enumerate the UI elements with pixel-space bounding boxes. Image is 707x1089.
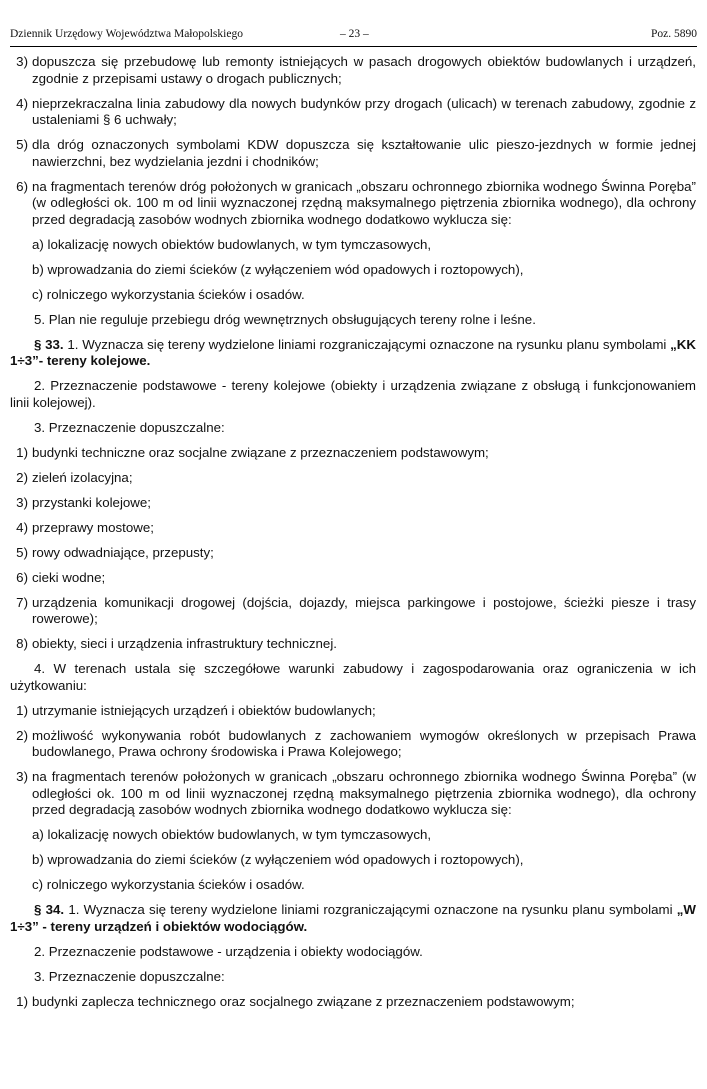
sub-item: a) lokalizację nowych obiektów budowlanych, w tym tymczasowych, bbox=[32, 236, 432, 252]
list-item: 1) budynki techniczne oraz socjalne związane z przeznaczeniem podstawowym; bbox=[16, 444, 489, 460]
list-item: 6) cieki wodne; bbox=[16, 569, 106, 585]
sub-item: b) wprowadzania do ziemi ścieków (z wyłączeniem wód opadowych i roztopowych), bbox=[32, 261, 524, 277]
list-item: 1) utrzymanie istniejących urządzeń i obiektów budowlanych; bbox=[16, 702, 376, 718]
journal-title: Dziennik Urzędowy Województwa Małopolskiego bbox=[10, 28, 243, 40]
list-item: 3) dopuszcza się przebudowę lub remonty istniejących w pasach drogowych obiektów budowlanych i urządzeń, zgodnie z przepisami ustawy o drogach publicznych; bbox=[16, 54, 696, 86]
section-34-heading: § 34. 1. Wyznacza się tereny wydzielone liniami rozgraniczającymi oznaczone na rysunku planu symbolami „W 1÷3” - tereny urządzeń i obiektów wodociągów. bbox=[10, 902, 696, 934]
list-item: 5) rowy odwadniające, przepusty; bbox=[16, 544, 214, 560]
list-item: 3) przystanki kolejowe; bbox=[16, 494, 151, 510]
paragraph: 3. Przeznaczenie dopuszczalne: bbox=[34, 419, 225, 435]
paragraph: 5. Plan nie reguluje przebiegu dróg wewnętrznych obsługujących tereny rolne i leśne. bbox=[34, 311, 536, 327]
paragraph: 3. Przeznaczenie dopuszczalne: bbox=[34, 968, 225, 984]
list-item: 1) budynki zaplecza technicznego oraz socjalnego związane z przeznaczeniem podstawowym; bbox=[16, 993, 575, 1009]
sub-item: c) rolniczego wykorzystania ścieków i osadów. bbox=[32, 877, 305, 892]
page-header bbox=[10, 26, 697, 47]
list-item: 6) na fragmentach terenów dróg położonych w granicach „obszaru ochronnego zbiornika wodnego Świnna Poręba” (w odległości ok. 100 m od linii wyznaczonej rzędną maksymalnego piętrzenia zbiornika wodnego), dla ochrony przed degradacją zasobów wodnych zbiornika wodnego dodatkowo wyklucza się: bbox=[16, 178, 696, 227]
list-item: 5) dla dróg oznaczonych symbolami KDW dopuszcza się kształtowanie ulic pieszo-jezdnych w formie jednej nawierzchni, bez wydzielania jezdni i chodników; bbox=[16, 137, 696, 169]
list-item: 2) możliwość wykonywania robót budowlanych z zachowaniem wymogów określonych w przepisach Prawa budowlanego, Prawa ochrony środowiska i Prawa Kolejowego; bbox=[16, 727, 696, 759]
sub-item: b) wprowadzania do ziemi ścieków (z wyłączeniem wód opadowych i roztopowych), bbox=[32, 852, 524, 867]
list-item: 3) na fragmentach terenów położonych w granicach „obszaru ochronnego zbiornika wodnego Świnna Poręba” (w odległości ok. 100 m od linii wyznaczonej rzędną maksymalnego piętrzenia zbiornika wodnego), dla ochrony przed degradacją zasobów wodnych zbiornika wodnego dodatkowo wyklucza się: bbox=[16, 769, 696, 817]
sub-item: c) rolniczego wykorzystania ścieków i osadów. bbox=[32, 286, 305, 302]
list-item: 2) zieleń izolacyjna; bbox=[16, 469, 133, 485]
position-number: Poz. 5890 bbox=[651, 28, 697, 40]
document-body bbox=[10, 54, 696, 1019]
section-33-heading: § 33. 1. Wyznacza się tereny wydzielone liniami rozgraniczającymi oznaczone na rysunku planu symbolami „KK 1÷3”- tereny kolejowe. bbox=[10, 336, 696, 368]
list-item: 4) nieprzekraczalna linia zabudowy dla nowych budynków przy drogach (ulicach) w terenach zabudowy, zgodnie z ustaleniami § 6 uchwały; bbox=[16, 95, 696, 127]
list-item: 8) obiekty, sieci i urządzenia infrastruktury technicznej. bbox=[16, 636, 337, 651]
list-item: 7) urządzenia komunikacji drogowej (dojścia, dojazdy, miejsca parkingowe i postojowe, ścieżki piesze i trasy rowerowe); bbox=[16, 594, 696, 626]
paragraph: 2. Przeznaczenie podstawowe - urządzenia i obiekty wodociągów. bbox=[34, 943, 423, 959]
paragraph: 2. Przeznaczenie podstawowe - tereny kolejowe (obiekty i urządzenia związane z obsługą i funkcjonowaniem linii kolejowej). bbox=[10, 378, 696, 410]
sub-item: a) lokalizację nowych obiektów budowlanych, w tym tymczasowych, bbox=[32, 827, 432, 842]
list-item: 4) przeprawy mostowe; bbox=[16, 519, 154, 535]
paragraph: 4. W terenach ustala się szczegółowe warunki zabudowy i zagospodarowania oraz ograniczenia w ich użytkowaniu: bbox=[10, 661, 696, 693]
page-number: – 23 – bbox=[340, 28, 369, 40]
